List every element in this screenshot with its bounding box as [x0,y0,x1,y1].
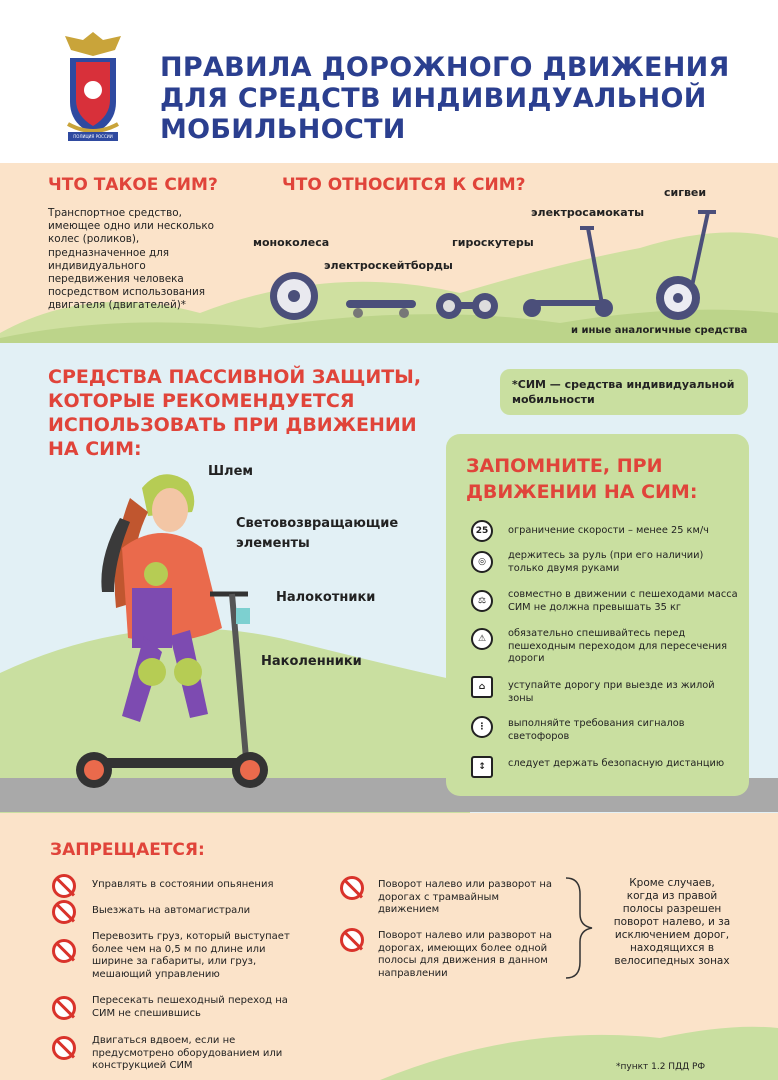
no-riding-crossing-icon [52,996,76,1020]
type-label-other: и иные аналогичные средства [571,325,748,336]
forbidden-drunk: Управлять в состоянии опьянения [92,879,274,890]
type-label-segway: сигвеи [664,186,707,199]
passive-protection-heading: СРЕДСТВА ПАССИВНОЙ ЗАЩИТЫ, КОТОРЫЕ РЕКОМЕНДУЕТСЯ ИСПОЛЬЗОВАТЬ ПРИ ДВИЖЕНИИ НА СИМ: [48,366,422,460]
residential-zone-icon: ⌂ [471,676,493,698]
rule-dismount: обязательно спешивайтесь перед пешеходным переходом для пересечения дороги [508,628,727,665]
forbidden-heading: ЗАПРЕЩАЕТСЯ: [50,840,205,860]
traffic-light-icon: ⋮ [471,716,493,738]
sim-definition: Транспортное средство, имеющее одно или несколько колес (роликов), предназначенное для индивидуального передвижения человека посредством использования двигателя (двигателей)* [48,207,214,312]
rider-illustration [60,458,280,794]
rule-signals: выполняйте требования сигналов светофоров [508,718,685,742]
no-highway-icon [52,900,76,924]
rule-distance: следует держать безопасную дистанцию [508,758,725,769]
no-left-turn-lanes-icon [340,928,364,952]
police-emblem-icon [48,28,138,148]
no-two-riders-icon [52,1036,76,1060]
type-label-eskateboard: электроскейтборды [324,259,453,272]
rule-weight: совместно в движении с пешеходами масса СИМ не должна превышать 35 кг [508,589,738,613]
label-elbow-pads: Налокотники [276,590,376,605]
forbidden-turn-tram: Поворот налево или разворот на дорогах с трамвайным движением [378,879,553,916]
no-left-turn-tram-icon [340,876,364,900]
forbidden-cargo: Перевозить груз, который выступает более чем на 0,5 м по длине или ширине за габариты, или груз, мешающий управлению [92,931,290,980]
what-is-heading: ЧТО ТАКОЕ СИМ? [48,175,218,195]
label-knee-pads: Наколенники [261,654,362,669]
steering-wheel-icon: ◎ [471,551,493,573]
rule-hands: держитесь за руль (при его наличии) только двумя руками [508,550,704,574]
monowheel-icon [264,268,324,322]
exception-text: Кроме случаев, когда из правой полосы разрешен поворот налево, и за исключением дорог, находящихся в велосипедных зонах [613,877,731,967]
brace-icon [560,874,600,984]
page-title: ПРАВИЛА ДОРОЖНОГО ДВИЖЕНИЯ ДЛЯ СРЕДСТВ ИНДИВИДУАЛЬНОЙ МОБИЛЬНОСТИ [160,52,730,145]
forbidden-crossing: Пересекать пешеходный переход на СИМ не спешившись [92,995,288,1019]
eskateboard-icon [344,296,418,320]
no-alcohol-icon [52,874,76,898]
speed-limit-icon: 25 [471,520,493,542]
segway-icon [640,206,720,322]
label-reflective: Световозвращающие элементы [236,516,399,551]
type-label-escooter: электросамокаты [531,206,645,219]
remember-heading: ЗАПОМНИТЕ, ПРИ ДВИЖЕНИИ НА СИМ: [466,455,698,503]
hoverboard-icon [434,288,500,322]
forbidden-two-riders: Двигаться вдвоем, если не предусмотрено оборудованием или конструкцией СИМ [92,1035,283,1072]
distance-icon: ↕ [471,756,493,778]
rule-speed: ограничение скорости – менее 25 км/ч [508,525,709,536]
rule-yield: уступайте дорогу при выезде из жилой зоны [508,680,715,704]
pedestrian-crossing-icon: ⚠ [471,628,493,650]
emblem-text: ПОЛИЦИЯ РОССИИ [73,134,113,139]
forbidden-turn-lanes: Поворот налево или разворот на дорогах, имеющих более одной полосы для движения в данном направлении [378,930,553,979]
footnote: *пункт 1.2 ПДД РФ [616,1062,706,1072]
label-helmet: Шлем [208,464,254,479]
types-heading: ЧТО ОТНОСИТСЯ К СИМ? [282,175,526,195]
no-cargo-icon [52,939,76,963]
type-label-hoverboard: гироскутеры [452,236,534,249]
forbidden-highway: Выезжать на автомагистрали [92,905,251,916]
weight-icon: ⚖ [471,590,493,612]
sim-note-text: *СИМ — средства индивидуальной мобильности [512,378,735,406]
escooter-icon [518,222,618,322]
type-label-monowheel: моноколеса [253,236,330,249]
